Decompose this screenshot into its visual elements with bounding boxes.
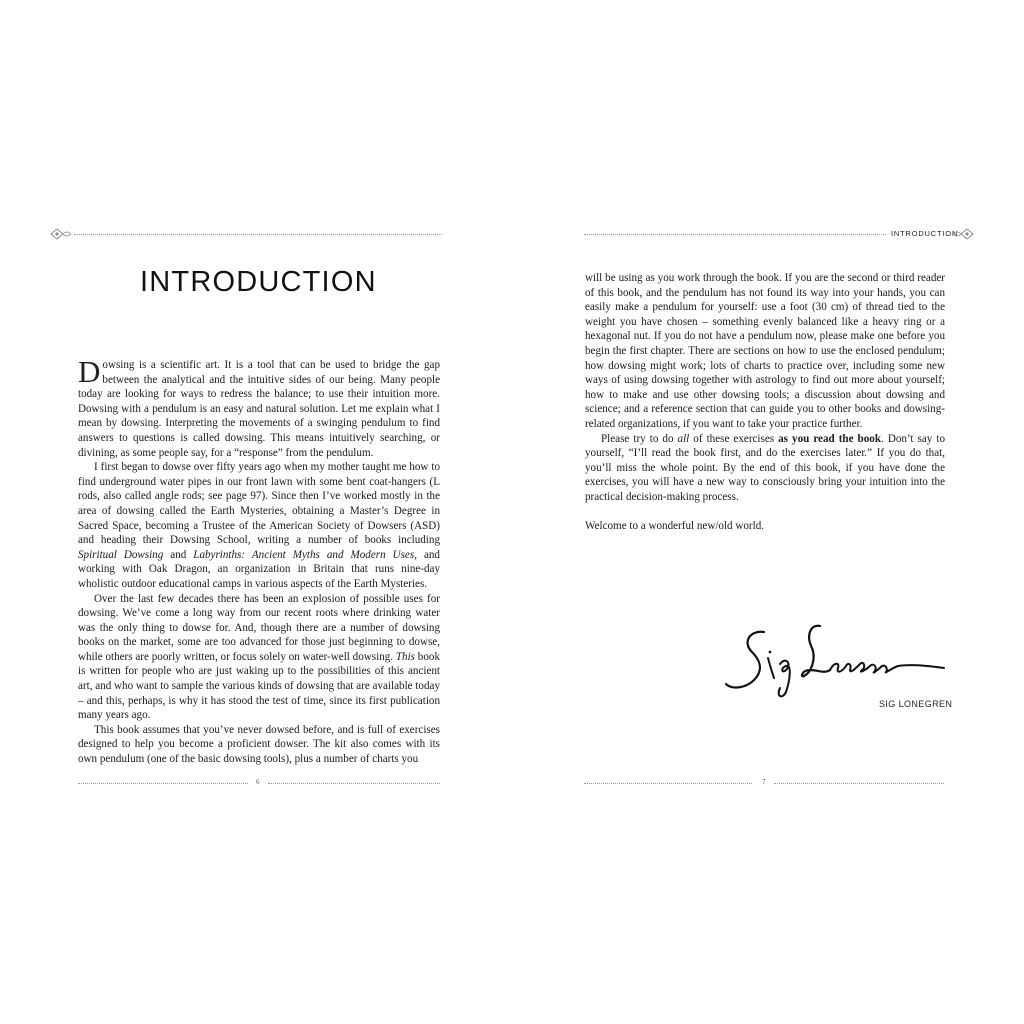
page-number: 7	[762, 778, 766, 786]
right-body-text	[585, 271, 945, 533]
left-body-text	[78, 354, 440, 767]
chapter-title: INTRODUCTION	[140, 266, 377, 298]
bottom-rule-right	[774, 783, 944, 784]
top-rule	[74, 234, 442, 235]
paragraph: Dowsing is a scientific art. It is a tool that can be used to bridge the gap between the analytical and the intuitive sides of our being. Many people today are looking for ways to redress the balance; to use their intuition more. Dowsing with a pendulum is an easy and natural solution. Let me explain what I mean by dowsing. Interpreting the movements of a swinging pendulum to find answers to questions is called dowsing. This means intuitively searching, or divining, as some people say, for a “response” from the pendulum.	[78, 354, 440, 459]
running-head: INTRODUCTION	[891, 229, 959, 238]
bottom-rule-right	[268, 783, 440, 784]
paragraph: Over the last few decades there has been an explosion of possible uses for dowsing. We’ve come a long way from our recent roots where drinking water was the only thing to dowse for. And, though there are a number of dowsing books on the market, some are too advanced for those just beginning to dowse, while others are poorly written, or focus solely on water-well dowsing. This book is written for people who are just waking up to the possibilities of this ancient art, and who want to sample the various kinds of dowsing that are available today – and this, perhaps, is why it has stood the test of time, since its first publication many years ago.	[78, 592, 440, 722]
paragraph: This book assumes that you’ve never dowsed before, and is full of exercises designed to help you become a proficient dowser. The kit also comes with its own pendulum (one of the basic dowsing tools), plus a number of charts you	[78, 723, 440, 766]
right-page	[512, 0, 1024, 1024]
top-rule	[584, 234, 886, 235]
paragraph: will be using as you work through the book. If you are the second or third reader of this book, and the pendulum has not found its way into your hands, you can easily make a pendulum for yourself: use a foot (30 cm) of thread tied to the weight you have chosen – something evenly balanced like a heavy ring or a hexagonal nut. If you do not have a pendulum now, please make one before you begin the first chapter. There are sections on how to use the enclosed pendulum; how dowsing might work; lots of charts to practice over, including some new ways of using dowsing together with astrology to find out more about yourself; how to make and use other dowsing tools; a discussion about dowsing and science; and a reference section that can guide you to other books and dowsing-related organizations, if you want to take your practice further.	[585, 272, 945, 430]
paragraph: Please try to do all of these exercises as you read the book. Don’t say to yourself, “I’ll read the book first, and do the exercises later.” If you do that, you’ll miss the whole point. By the end of this book, if you have done the exercises, you will have a new way to consciously bring your intuition into the practical decision-making process.	[585, 432, 945, 503]
bottom-rule-left	[78, 783, 248, 784]
page-number: 6	[256, 778, 260, 786]
bottom-rule-left	[584, 783, 752, 784]
ornament-icon	[50, 228, 72, 240]
author-signature	[720, 618, 950, 702]
paragraph: Welcome to a wonderful new/old world.	[585, 519, 765, 532]
drop-cap: D	[78, 354, 101, 389]
ornament-icon	[952, 228, 974, 240]
paragraph: I first began to dowse over fifty years ago when my mother taught me how to find underground water pipes in our front lawn with some bent coat-hangers (L rods, also called angle rods; see page 97). Since then I’ve worked mostly in the area of dowsing called the Earth Mysteries, obtaining a Master’s Degree in Sacred Space, becoming a Trustee of the American Society of Dowsers (ASD) and heading their Dowsing School, writing a number of books including Spiritual Dowsing and Labyrinths: Ancient Myths and Modern Uses, and working with Oak Dragon, an organization in Britain that runs nine-day wholistic outdoor educational camps in various aspects of the Earth Mysteries.	[78, 461, 440, 590]
author-name: SIG LONEGREN	[879, 699, 953, 709]
